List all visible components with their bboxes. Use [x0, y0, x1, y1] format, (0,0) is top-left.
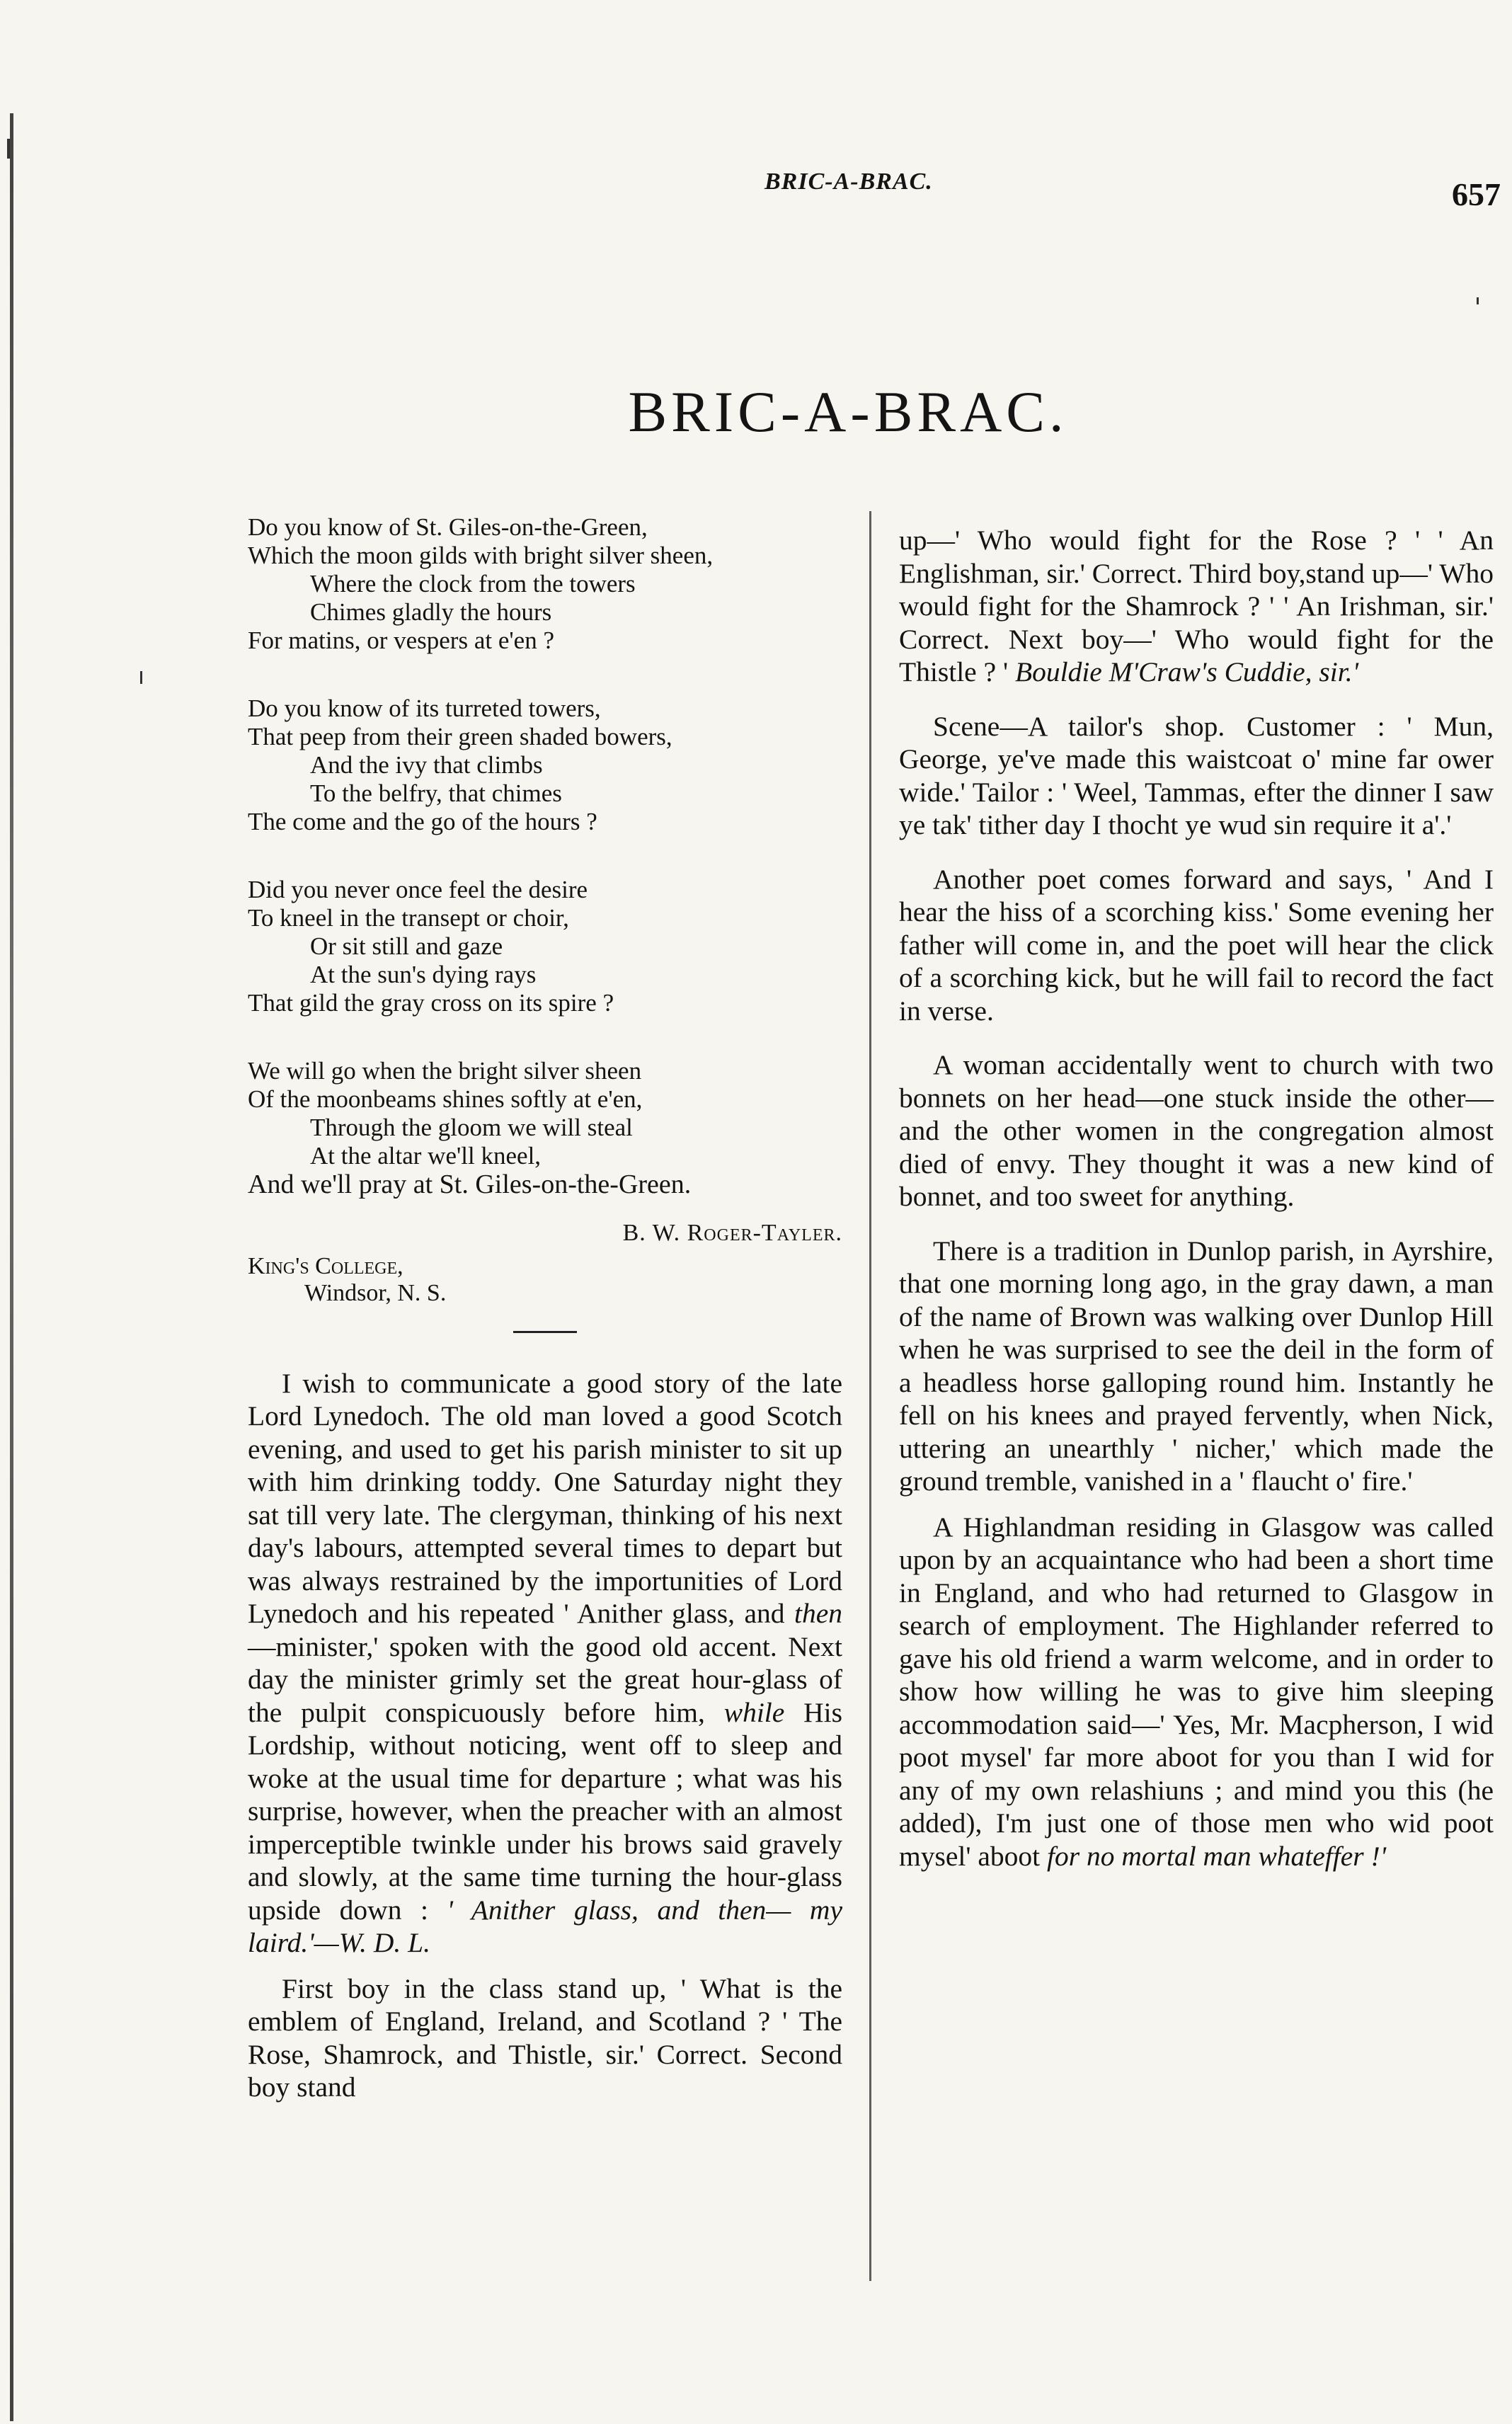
story-text: His Lordship, without noticing, went off to sleep and woke at the usual time for departure ; what was his surprise, however, when the preacher with an almost imperceptible twinkle under his brows said gravely and slowly, at the same time turning the hour-glass upside down : — [248, 1696, 843, 1926]
poem-line: That peep from their green shaded bowers, — [248, 723, 672, 750]
school-boys-story-continued — [899, 524, 1494, 689]
highlandman-story — [899, 1511, 1494, 1873]
poem-stanza — [248, 1057, 842, 1199]
story-emphasis: then — [794, 1598, 842, 1629]
scan-speck — [7, 139, 10, 159]
story-emphasis: Bouldie M'Craw's Cuddie, sir.' — [1014, 656, 1359, 687]
tailor-shop-story: Scene—A tailor's shop. Customer : ' Mun, George, ye've made this waistcoat o' mine far ower wide.' Tailor : ' Weel, Tammas, efter the dinner I saw ye tak' tither day I thocht ye wud sin require it a'.' — [899, 710, 1494, 840]
poem-place-line: Windsor, N. S. — [304, 1279, 447, 1306]
poem-line: Of the moonbeams shines softly at e'en, — [248, 1085, 643, 1113]
poem-stanza — [248, 513, 842, 655]
poem-line: Where the clock from the towers — [310, 570, 636, 598]
poem-line: That gild the gray cross on its spire ? — [248, 989, 614, 1017]
school-boys-story: First boy in the class stand up, ' What is the emblem of England, Ireland, and Scotland ? ' The Rose, Shamrock, and Thistle, sir.' Correct. Second boy stand — [248, 1972, 842, 2103]
story-emphasis: while — [723, 1696, 785, 1728]
article-title: BRIC-A-BRAC. — [628, 379, 1068, 444]
story-quote-credit: ' Anither glass, and then— my laird.'—W. D. L. — [248, 1894, 842, 1958]
poem-place-line: King's College, — [248, 1252, 403, 1279]
scan-binding-edge — [10, 113, 13, 2421]
poem-place — [248, 1253, 842, 1307]
poem-line: Chimes gladly the hours — [310, 598, 552, 626]
poem-line: For matins, or vespers at e'en ? — [248, 627, 554, 654]
poem-line: Or sit still and gaze — [310, 932, 503, 960]
poem-line: The come and the go of the hours ? — [248, 808, 597, 835]
story-text: —minister,' spoken with the good old accent. Next day the minister grimly set the great hour-glass of the pulpit conspicuously before him, — [248, 1630, 842, 1728]
page-number: 657 — [1452, 176, 1501, 212]
poem-stanza — [248, 694, 842, 836]
story-text: A Highlandman residing in Glasgow was called upon by an acquaintance who had been a short time in England, and who had returned to Glasgow in search of employment. The Highlander referred to gave his old friend a warm welcome, and in order to show how willing he was to give him sleeping accommodation said—' Yes, Mr. Macpherson, I wid poot mysel' far more aboot for you than I wid for any of my own relashiuns ; and mind you this (he added), I'm just one of those men who wid poot mysel' aboot — [899, 1511, 1494, 1872]
two-bonnets-story: A woman accidentally went to church with two bonnets on her head—one stuck inside the other—and the other women in the congregation almost died of envy. They thought it was a new kind of bonnet, and too sweet for anything. — [899, 1049, 1494, 1212]
scan-speck — [1477, 297, 1479, 304]
poem-line: And we'll pray at St. Giles-on-the-Green. — [248, 1170, 692, 1199]
poem-line: And the ivy that climbs — [310, 751, 543, 779]
poem-line: We will go when the bright silver sheen — [248, 1057, 642, 1085]
poem-line: Do you know of St. Giles-on-the-Green, — [248, 513, 648, 541]
poem-line: Did you never once feel the desire — [248, 876, 588, 903]
poem-line: At the sun's dying rays — [310, 961, 537, 988]
column-divider — [869, 511, 871, 2281]
running-head: BRIC-A-BRAC. — [764, 168, 933, 195]
section-rule — [513, 1331, 577, 1333]
story-text: I wish to communicate a good story of the late Lord Lynedoch. The old man loved a good Scotch evening, and used to get his parish minister to sit up with him drinking toddy. One Saturday night they sat till very late. The clergyman, thinking of his next day's labours, attempted several times to depart but was always restrained by the importunities of Lord Lynedoch and his repeated ' Anither glass, and — [248, 1367, 842, 1629]
poem-line: At the altar we'll kneel, — [310, 1142, 542, 1170]
poet-kiss-story: Another poet comes forward and says, ' And I hear the hiss of a scorching kiss.' Some evening her father will come in, and the poet will hear the click of a scorching kick, but he will fail to record the fact in verse. — [899, 863, 1494, 1027]
poem-line: Through the gloom we will steal — [310, 1114, 633, 1141]
poem-line: Do you know of its turreted towers, — [248, 694, 601, 722]
dunlop-tradition-story: There is a tradition in Dunlop parish, in Ayrshire, that one morning long ago, in the gray dawn, a man of the name of Brown was walking over Dunlop Hill when he was surprised to see the deil in the form of a headless horse galloping round him. Instantly he fell on his knees and prayed fervently, when Nick, uttering an unearthly ' nicher,' which made the ground tremble, vanished in a ' flaucht o' fire.' — [899, 1235, 1494, 1497]
story-emphasis: for no mortal man whateffer !' — [1046, 1840, 1387, 1872]
left-column — [248, 513, 842, 2117]
poem-author: B. W. Roger-Tayler. — [622, 1220, 842, 1246]
poem-line: To the belfry, that chimes — [310, 779, 562, 807]
lynedoch-story — [248, 1367, 842, 1960]
poem — [248, 513, 842, 1307]
poem-line: To kneel in the transept or choir, — [248, 904, 569, 932]
poem-line: Which the moon gilds with bright silver sheen, — [248, 542, 714, 569]
right-column — [899, 524, 1494, 1885]
scan-speck — [140, 671, 142, 684]
poem-stanza — [248, 876, 842, 1017]
story-text: up—' Who would fight for the Rose ? ' ' An Englishman, sir.' Correct. Third boy,stand up—' Who would fight for the Shamrock ? ' ' An Irishman, sir.' Correct. Next boy—' Who would fight for the Thistle ? ' — [899, 525, 1494, 687]
